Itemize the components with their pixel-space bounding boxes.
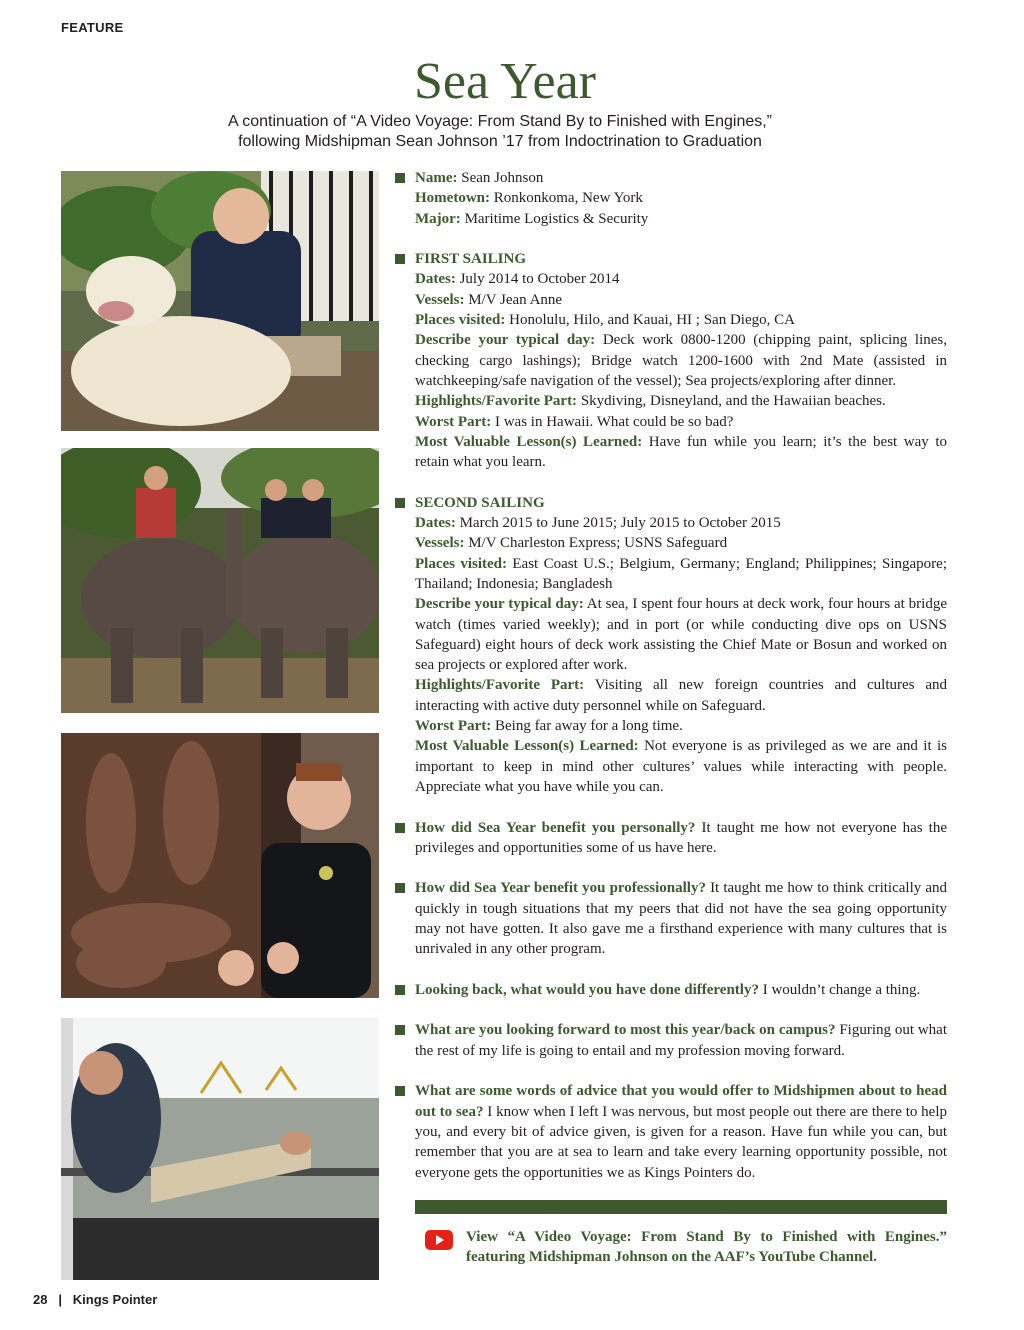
photo-ship-deck	[61, 1018, 379, 1280]
lesson-line	[415, 432, 947, 473]
field-label: Most Valuable Lesson(s) Learned:	[415, 433, 643, 450]
dates-line	[415, 513, 947, 533]
youtube-icon[interactable]	[425, 1230, 453, 1250]
article-subtitle	[150, 112, 850, 152]
qa-item	[395, 1081, 947, 1182]
field-value: Sean Johnson	[461, 170, 544, 186]
places-line	[415, 554, 947, 595]
question-text: What are some words of advice that you would offer to Midshipmen about to head out to sea?	[415, 1083, 947, 1120]
article-title: Sea Year	[414, 53, 596, 110]
answer-text: It taught me how not everyone has the privileges and opportunities some of us have here.	[415, 819, 948, 856]
section-heading: FIRST SAILING	[415, 251, 527, 268]
field-value: Ronkonkoma, New York	[493, 190, 643, 207]
field-label: Name:	[415, 170, 458, 186]
field-label: Dates:	[415, 515, 456, 532]
field-label: Highlights/Favorite Part:	[415, 393, 578, 410]
field-label: Describe your typical day:	[415, 332, 596, 349]
question-text: Looking back, what would you have done differently?	[415, 981, 759, 998]
field-label: Places visited:	[415, 555, 508, 572]
section-heading: SECOND SAILING	[415, 494, 545, 511]
qa-item	[395, 878, 947, 959]
field-value: July 2014 to October 2014	[459, 271, 620, 288]
field-value: East Coast U.S.; Belgium, Germany; England; Philippines; Singapore; Thailand; Indonesia; Bangladesh	[415, 555, 948, 592]
field-label: Vessels:	[415, 535, 465, 552]
highlights-line	[415, 675, 947, 716]
second-sailing-block	[395, 493, 947, 797]
typical-day-line	[415, 330, 947, 391]
divider-bar	[415, 1200, 947, 1214]
highlights-line	[415, 391, 947, 411]
field-label: Major:	[415, 210, 461, 227]
field-label: Worst Part:	[415, 718, 492, 735]
field-value: Being far away for a long time.	[494, 718, 683, 735]
youtube-channel-link[interactable]: View “A Video Voyage: From Stand By to Finished with Engines.” featuring Midshipman Johnson on the AAF’s YouTube Channel.	[466, 1229, 947, 1266]
field-value: At sea, I spent four hours at deck work, four hours at bridge watch (times varied weekly); and in port (or while conducting dive ops on USNS Safeguard) eight hours of deck work assisting the Chief Mate or Bosun and worked on sea projects or explored after work.	[415, 596, 947, 674]
field-label: Places visited:	[415, 312, 506, 329]
bullet-marker	[395, 985, 405, 995]
field-value: March 2015 to June 2015; July 2015 to October 2015	[459, 515, 781, 532]
field-label: Vessels:	[415, 291, 465, 308]
bullet-marker	[395, 823, 405, 833]
field-value: Deck work 0800-1200 (chipping paint, splicing lines, checking cargo lashings); Bridge watch 1200-1600 with 2nd Mate (assisted in watchkeeping/safe navigation of the vessel); Sea projects/exploring after dinner.	[415, 332, 948, 389]
photo-temple-carvings	[61, 733, 379, 998]
field-value: M/V Jean Anne	[468, 291, 563, 308]
worst-line	[415, 716, 947, 736]
major-line	[415, 209, 947, 229]
answer-text: I wouldn’t change a thing.	[762, 981, 921, 998]
publication-name: Kings Pointer	[72, 1292, 158, 1307]
profile-block	[395, 168, 947, 229]
bullet-marker	[395, 254, 405, 264]
qa-item	[395, 818, 947, 859]
bullet-marker	[395, 498, 405, 508]
dates-line	[415, 269, 947, 289]
field-label: Most Valuable Lesson(s) Learned:	[415, 738, 639, 755]
worst-line	[415, 412, 947, 432]
question-text: How did Sea Year benefit you personally?	[415, 819, 696, 836]
field-label: Hometown:	[415, 190, 490, 207]
page-number: 28	[33, 1292, 48, 1307]
section-label: FEATURE	[61, 20, 124, 35]
lesson-line	[415, 736, 947, 797]
question-text: What are you looking forward to most this year/back on campus?	[415, 1022, 836, 1039]
page-footer	[33, 1292, 157, 1307]
first-sailing-block	[395, 249, 947, 472]
field-value: Have fun while you learn; it’s the best way to retain what you learn.	[415, 433, 947, 471]
field-label: Describe your typical day:	[415, 596, 584, 613]
question-text: How did Sea Year benefit you professionally?	[415, 880, 706, 897]
name-line	[415, 168, 947, 188]
field-value: Maritime Logistics & Security	[464, 210, 649, 227]
field-label: Worst Part:	[415, 413, 492, 430]
places-line	[415, 310, 947, 330]
field-value: Skydiving, Disneyland, and the Hawaiian beaches.	[580, 393, 886, 410]
subtitle-line: following Midshipman Sean Johnson ’17 from Indoctrination to Graduation	[238, 133, 762, 150]
vessels-line	[415, 290, 947, 310]
bullet-marker	[395, 883, 405, 893]
field-value: Honolulu, Hilo, and Kauai, HI ; San Diego, CA	[509, 312, 795, 329]
typical-day-line	[415, 594, 947, 675]
field-value: Visiting all new foreign countries and cultures and interacting with active duty personnel while on Safeguard.	[415, 677, 947, 714]
answer-text: I know when I left I was nervous, but most people out there are there to help you, and every bit of advice given, is given for a reason. Have fun while you can, but remember that you are at sea to learn and take every learning opportunity possible, not everyone gets the opportunities we as Kings Pointers do.	[415, 1103, 948, 1181]
photo-lion-cub	[61, 171, 379, 431]
footer-separator: |	[58, 1292, 62, 1307]
bullet-marker	[395, 1025, 405, 1035]
vessels-line	[415, 533, 947, 553]
bullet-marker	[395, 173, 405, 183]
subtitle-line: A continuation of “A Video Voyage: From Stand By to Finished with Engines,”	[227, 113, 773, 130]
field-label: Highlights/Favorite Part:	[415, 677, 585, 694]
qa-item	[395, 980, 947, 1000]
field-value: Not everyone is as privileged as we are and it is important to keep in mind other cultures’ values while interacting with people. Appreciate what you have while you can.	[415, 738, 948, 795]
field-value: M/V Charleston Express; USNS Safeguard	[468, 535, 728, 552]
hometown-line	[415, 188, 947, 208]
bullet-marker	[395, 1086, 405, 1096]
answer-text: Figuring out what the rest of my life is going to entail and my profession moving forward.	[415, 1022, 947, 1059]
qa-item	[395, 1020, 947, 1061]
answer-text: It taught me how to think critically and quickly in tough situations that my peers that did not have the sea going opportunity may not have gotten. It also gave me a firsthand experience with many cultures that is unrivaled in any other program.	[415, 880, 947, 958]
article-body	[395, 168, 947, 1203]
photo-elephants	[61, 448, 379, 713]
field-value: I was in Hawaii. What could be so bad?	[494, 413, 734, 430]
field-label: Dates:	[415, 271, 456, 288]
